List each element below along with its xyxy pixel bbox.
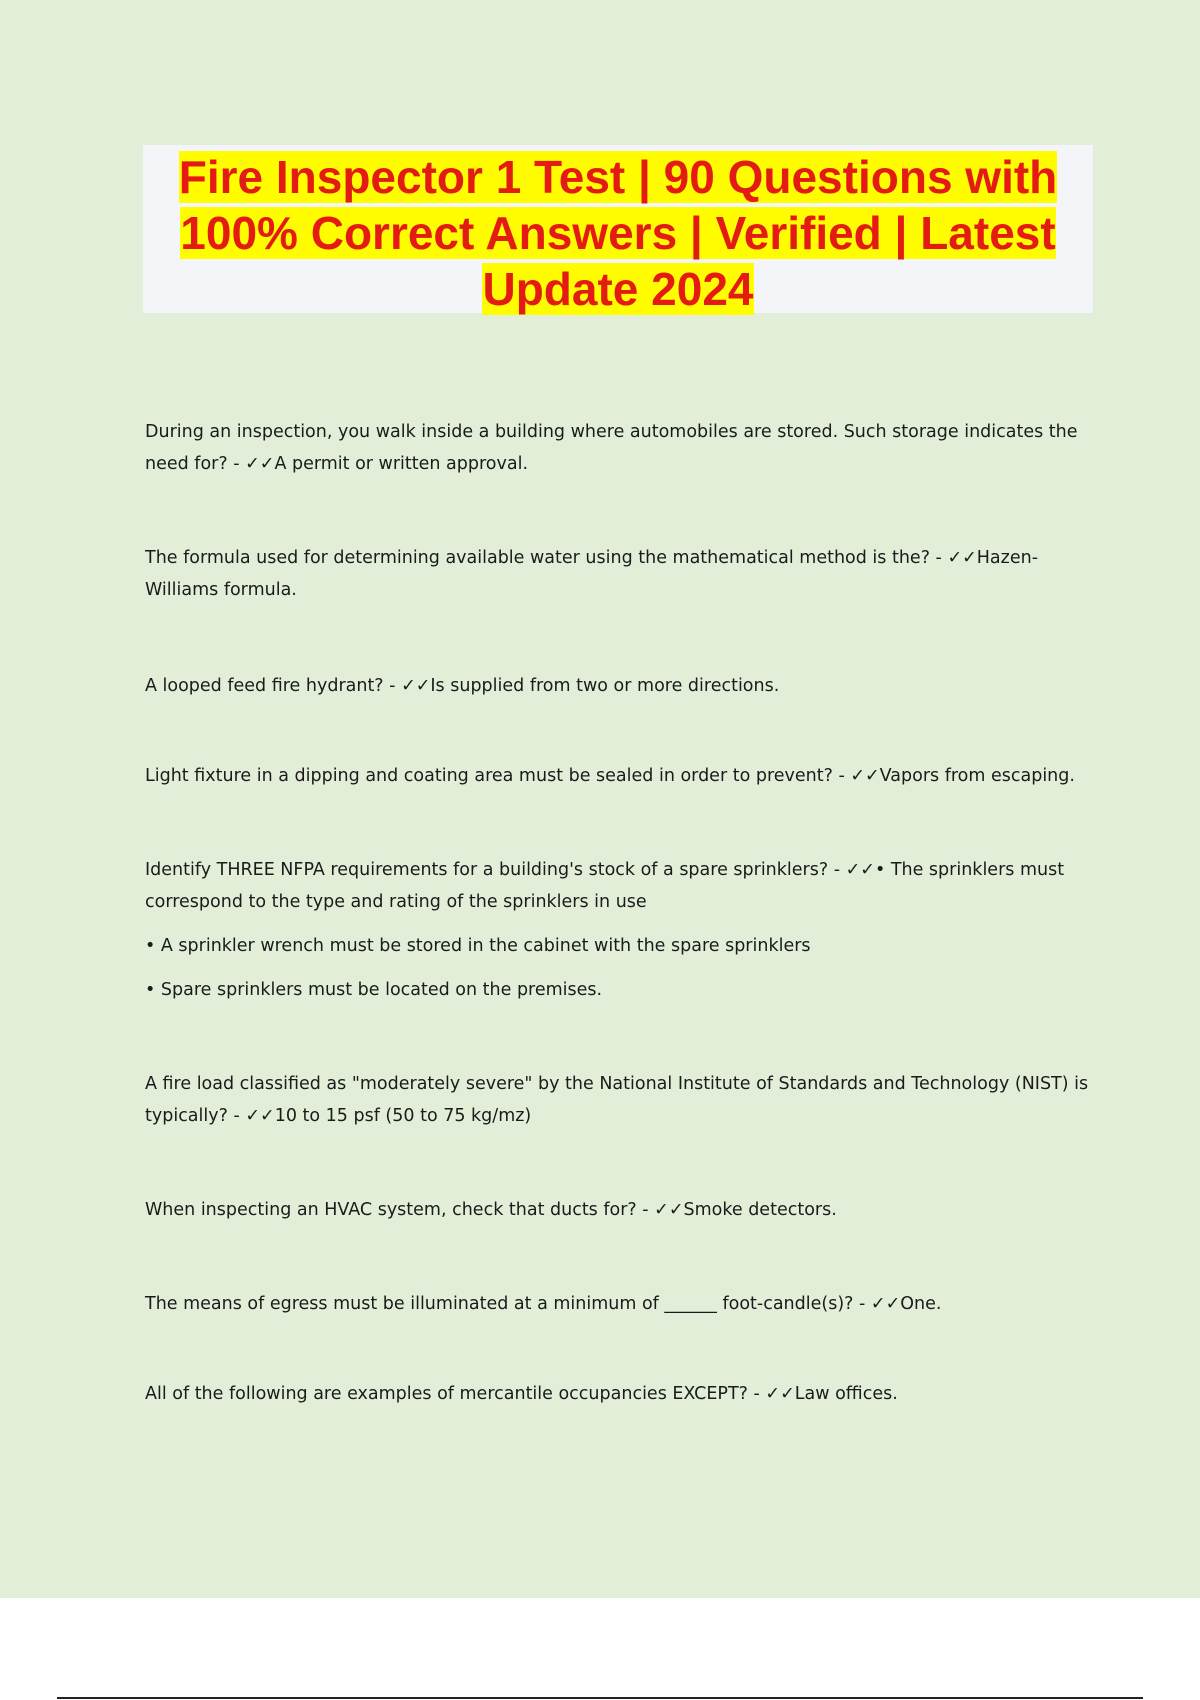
answer-text: Hazen-Williams formula. — [145, 548, 1039, 600]
separator: - — [636, 1200, 655, 1220]
question-text: A fire load classified as "moderately severe" by the National Institute of Standards and Technology (NIST) is typically? — [145, 1074, 1089, 1126]
qa-line — [145, 1288, 1095, 1320]
check-icon: ✓✓ — [947, 548, 977, 568]
qa-item — [145, 1194, 1095, 1226]
document-title-text: Fire Inspector 1 Test | 90 Questions with 100% Correct Answers | Verified | Latest Update 2024 — [178, 151, 1058, 315]
answer-text: Is supplied from two or more directions. — [430, 676, 780, 696]
title-box — [143, 145, 1093, 313]
qa-line — [145, 670, 1095, 702]
check-icon: ✓✓ — [245, 1106, 275, 1126]
question-text: A looped feed fire hydrant? — [145, 676, 384, 696]
answer-text: Smoke detectors. — [683, 1200, 837, 1220]
separator: - — [929, 548, 948, 568]
separator: - — [227, 1106, 246, 1126]
check-icon: ✓✓ — [850, 766, 880, 786]
separator: - — [832, 766, 851, 786]
qa-line — [145, 854, 1095, 918]
check-icon: ✓✓ — [845, 860, 875, 880]
separator: - — [227, 454, 246, 474]
check-icon: ✓✓ — [765, 1384, 795, 1404]
qa-item — [145, 1068, 1095, 1132]
qa-item — [145, 416, 1095, 480]
question-text: Identify THREE NFPA requirements for a building's stock of a spare sprinklers? — [145, 860, 829, 880]
answer-text: A permit or written approval. — [274, 454, 529, 474]
question-text: When inspecting an HVAC system, check that ducts for? — [145, 1200, 637, 1220]
qa-list — [145, 356, 1095, 1410]
check-icon: ✓✓ — [870, 1294, 901, 1314]
answer-text: Vapors from escaping. — [879, 766, 1075, 786]
qa-line — [145, 416, 1095, 480]
qa-item — [145, 854, 1095, 1006]
answer-text: Law offices. — [794, 1384, 898, 1404]
separator: - — [383, 676, 402, 696]
qa-line — [145, 542, 1095, 606]
check-icon: ✓✓ — [401, 676, 431, 696]
separator: - — [828, 860, 846, 880]
question-text: The formula used for determining available water using the mathematical method is the? — [145, 548, 930, 568]
answer-bullet: • A sprinkler wrench must be stored in the cabinet with the spare sprinklers — [145, 936, 811, 956]
qa-line — [145, 1194, 1095, 1226]
question-text: During an inspection, you walk inside a building where automobiles are stored. Such storage indicates the need for? — [145, 422, 1078, 474]
qa-item — [145, 1288, 1095, 1320]
question-text: All of the following are examples of mercantile occupancies EXCEPT? — [145, 1384, 748, 1404]
footer-rule — [57, 1697, 1143, 1699]
qa-item — [145, 760, 1095, 792]
answer-bullet: • Spare sprinklers must be located on the premises. — [145, 980, 603, 1000]
answer-text: 10 to 15 psf (50 to 75 kg/mz) — [274, 1106, 532, 1126]
qa-line — [145, 760, 1095, 792]
check-icon: ✓✓ — [654, 1200, 684, 1220]
qa-item — [145, 542, 1095, 606]
document-title — [148, 145, 1088, 317]
qa-item — [145, 670, 1095, 702]
question-text: Light fixture in a dipping and coating area must be sealed in order to prevent? — [145, 766, 833, 786]
check-icon: ✓✓ — [245, 454, 275, 474]
qa-item — [145, 1378, 1095, 1410]
question-text: The means of egress must be illuminated at a minimum of ______ foot-candle(s)? — [145, 1294, 854, 1314]
separator: - — [747, 1384, 766, 1404]
separator: - — [853, 1294, 871, 1314]
answer-text: • The sprinklers must correspond to the type and rating of the sprinklers in use — [145, 860, 1065, 912]
qa-line — [145, 1378, 1095, 1410]
answer-text: One. — [900, 1294, 942, 1314]
qa-line — [145, 1068, 1095, 1132]
